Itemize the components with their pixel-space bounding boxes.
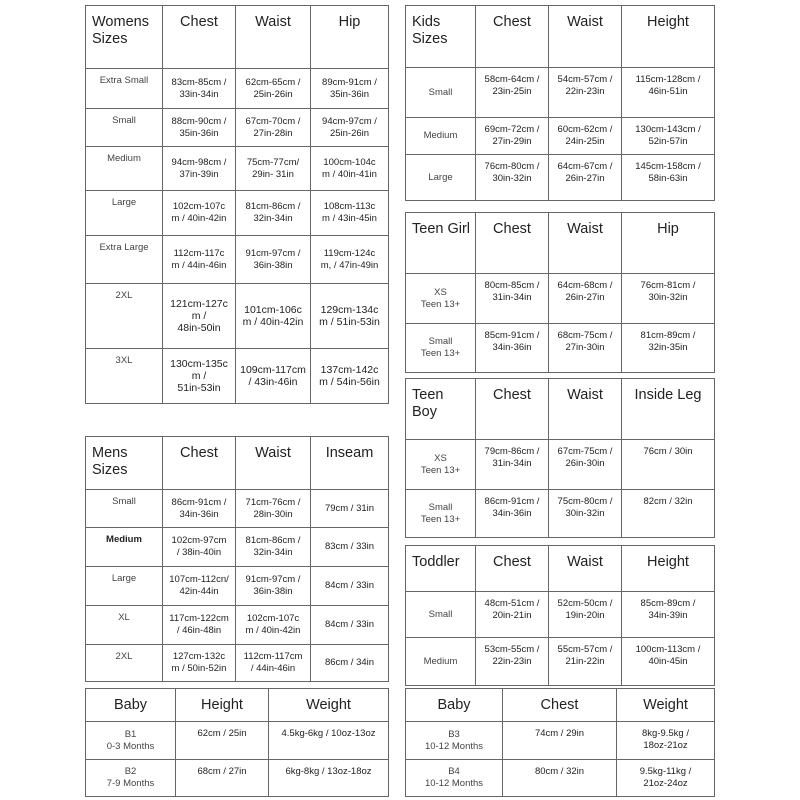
measurement-cell: 4.5kg-6kg / 10oz-13oz bbox=[269, 722, 389, 760]
table-title: Kids Sizes bbox=[406, 6, 476, 68]
measurement-cell: 81cm-86cm / 32in-34in bbox=[236, 191, 311, 236]
size-label: Medium bbox=[86, 147, 163, 191]
measurement-cell: 84cm / 33in bbox=[311, 606, 389, 645]
measurement-cell: 102cm-107c m / 40in-42in bbox=[163, 191, 236, 236]
measurement-cell: 86cm / 34in bbox=[311, 645, 389, 682]
table-row bbox=[406, 760, 715, 797]
column-header: Waist bbox=[549, 379, 622, 440]
measurement-cell: 68cm / 27in bbox=[176, 760, 269, 797]
size-label: 2XL bbox=[86, 645, 163, 682]
column-header: Waist bbox=[549, 213, 622, 274]
table-row bbox=[406, 638, 715, 686]
size-label: B4 10-12 Months bbox=[406, 760, 503, 797]
measurement-cell: 94cm-98cm / 37in-39in bbox=[163, 147, 236, 191]
header-row bbox=[86, 6, 389, 69]
table-row bbox=[86, 147, 389, 191]
measurement-cell: 53cm-55cm / 22in-23in bbox=[476, 638, 549, 686]
measurement-cell: 84cm / 33in bbox=[311, 567, 389, 606]
column-header: Height bbox=[176, 689, 269, 722]
measurement-cell: 129cm-134c m / 51in-53in bbox=[311, 284, 389, 349]
table-row bbox=[86, 109, 389, 147]
column-header: Chest bbox=[476, 379, 549, 440]
size-label: Small bbox=[406, 592, 476, 638]
table-title: Mens Sizes bbox=[86, 437, 163, 490]
table-row bbox=[86, 645, 389, 682]
table-row bbox=[86, 490, 389, 528]
measurement-cell: 112cm-117cm / 44in-46in bbox=[236, 645, 311, 682]
kids-size-table bbox=[405, 5, 715, 201]
size-label: XL bbox=[86, 606, 163, 645]
measurement-cell: 80cm / 32in bbox=[503, 760, 617, 797]
measurement-cell: 48cm-51cm / 20in-21in bbox=[476, 592, 549, 638]
measurement-cell: 102cm-107c m / 40in-42in bbox=[236, 606, 311, 645]
measurement-cell: 6kg-8kg / 13oz-18oz bbox=[269, 760, 389, 797]
table-title: Baby bbox=[86, 689, 176, 722]
column-header: Inside Leg bbox=[622, 379, 715, 440]
column-header: Inseam bbox=[311, 437, 389, 490]
measurement-cell: 67cm-75cm / 26in-30in bbox=[549, 440, 622, 490]
column-header: Chest bbox=[476, 213, 549, 274]
measurement-cell: 79cm / 31in bbox=[311, 490, 389, 528]
size-label: XS Teen 13+ bbox=[406, 274, 476, 324]
measurement-cell: 101cm-106c m / 40in-42in bbox=[236, 284, 311, 349]
column-header: Weight bbox=[617, 689, 715, 722]
measurement-cell: 145cm-158cm / 58in-63in bbox=[622, 155, 715, 201]
header-row bbox=[406, 379, 715, 440]
measurement-cell: 67cm-70cm / 27in-28in bbox=[236, 109, 311, 147]
teen-boy-size-table bbox=[405, 378, 715, 538]
table-row bbox=[86, 236, 389, 284]
size-label: Large bbox=[86, 191, 163, 236]
size-label: B1 0-3 Months bbox=[86, 722, 176, 760]
measurement-cell: 121cm-127c m / 48in-50in bbox=[163, 284, 236, 349]
table-row bbox=[406, 274, 715, 324]
size-label: Small Teen 13+ bbox=[406, 490, 476, 538]
measurement-cell: 137cm-142c m / 54in-56in bbox=[311, 349, 389, 404]
measurement-cell: 86cm-91cm / 34in-36in bbox=[163, 490, 236, 528]
column-header: Height bbox=[622, 6, 715, 68]
table-row bbox=[406, 490, 715, 538]
measurement-cell: 71cm-76cm / 28in-30in bbox=[236, 490, 311, 528]
table-row bbox=[86, 284, 389, 349]
column-header: Waist bbox=[549, 6, 622, 68]
column-header: Hip bbox=[622, 213, 715, 274]
measurement-cell: 83cm-85cm / 33in-34in bbox=[163, 69, 236, 109]
table-row bbox=[86, 760, 389, 797]
measurement-cell: 85cm-89cm / 34in-39in bbox=[622, 592, 715, 638]
column-header: Height bbox=[622, 546, 715, 592]
measurement-cell: 81cm-89cm / 32in-35in bbox=[622, 324, 715, 373]
table-title: Baby bbox=[406, 689, 503, 722]
size-label: 3XL bbox=[86, 349, 163, 404]
header-row bbox=[406, 213, 715, 274]
size-label: Small bbox=[86, 490, 163, 528]
measurement-cell: 115cm-128cm / 46in-51in bbox=[622, 68, 715, 118]
measurement-cell: 100cm-113cm / 40in-45in bbox=[622, 638, 715, 686]
header-row bbox=[406, 689, 715, 722]
size-label: Medium bbox=[406, 118, 476, 155]
column-header: Chest bbox=[476, 546, 549, 592]
measurement-cell: 80cm-85cm / 31in-34in bbox=[476, 274, 549, 324]
table-row bbox=[406, 155, 715, 201]
table-row bbox=[86, 191, 389, 236]
baby-right-size-table bbox=[405, 688, 715, 797]
table-title: Teen Girl bbox=[406, 213, 476, 274]
column-header: Chest bbox=[476, 6, 549, 68]
table-row bbox=[86, 606, 389, 645]
toddler-size-table bbox=[405, 545, 715, 686]
measurement-cell: 85cm-91cm / 34in-36in bbox=[476, 324, 549, 373]
table-row bbox=[406, 440, 715, 490]
measurement-cell: 83cm / 33in bbox=[311, 528, 389, 567]
size-label: B3 10-12 Months bbox=[406, 722, 503, 760]
mens-size-table bbox=[85, 436, 389, 682]
column-header: Waist bbox=[236, 437, 311, 490]
table-row bbox=[406, 722, 715, 760]
measurement-cell: 68cm-75cm / 27in-30in bbox=[549, 324, 622, 373]
baby-left-size-table bbox=[85, 688, 389, 797]
measurement-cell: 81cm-86cm / 32in-34in bbox=[236, 528, 311, 567]
size-label: Large bbox=[86, 567, 163, 606]
column-header: Chest bbox=[163, 6, 236, 69]
size-label: B2 7-9 Months bbox=[86, 760, 176, 797]
womens-size-table bbox=[85, 5, 389, 404]
header-row bbox=[86, 689, 389, 722]
teen-girl-size-table bbox=[405, 212, 715, 373]
header-row bbox=[86, 437, 389, 490]
table-row bbox=[406, 68, 715, 118]
measurement-cell: 100cm-104c m / 40in-41in bbox=[311, 147, 389, 191]
table-row bbox=[86, 349, 389, 404]
measurement-cell: 76cm-80cm / 30in-32in bbox=[476, 155, 549, 201]
size-label: Small bbox=[86, 109, 163, 147]
table-row bbox=[86, 69, 389, 109]
column-header: Weight bbox=[269, 689, 389, 722]
size-label: Medium bbox=[86, 528, 163, 567]
measurement-cell: 91cm-97cm / 36in-38in bbox=[236, 567, 311, 606]
measurement-cell: 108cm-113c m / 43in-45in bbox=[311, 191, 389, 236]
measurement-cell: 89cm-91cm / 35in-36in bbox=[311, 69, 389, 109]
table-row bbox=[406, 324, 715, 373]
measurement-cell: 75cm-80cm / 30in-32in bbox=[549, 490, 622, 538]
measurement-cell: 54cm-57cm / 22in-23in bbox=[549, 68, 622, 118]
measurement-cell: 76cm-81cm / 30in-32in bbox=[622, 274, 715, 324]
measurement-cell: 130cm-135c m / 51in-53in bbox=[163, 349, 236, 404]
size-label: Extra Large bbox=[86, 236, 163, 284]
size-label: Small bbox=[406, 68, 476, 118]
table-row bbox=[86, 528, 389, 567]
measurement-cell: 127cm-132c m / 50in-52in bbox=[163, 645, 236, 682]
measurement-cell: 9.5kg-11kg / 21oz-24oz bbox=[617, 760, 715, 797]
measurement-cell: 76cm / 30in bbox=[622, 440, 715, 490]
column-header: Waist bbox=[549, 546, 622, 592]
table-title: Womens Sizes bbox=[86, 6, 163, 69]
size-label: Medium bbox=[406, 638, 476, 686]
table-row bbox=[86, 567, 389, 606]
size-label: 2XL bbox=[86, 284, 163, 349]
table-title: Teen Boy bbox=[406, 379, 476, 440]
measurement-cell: 64cm-67cm / 26in-27in bbox=[549, 155, 622, 201]
measurement-cell: 55cm-57cm / 21in-22in bbox=[549, 638, 622, 686]
column-header: Hip bbox=[311, 6, 389, 69]
measurement-cell: 62cm-65cm / 25in-26in bbox=[236, 69, 311, 109]
measurement-cell: 102cm-97cm / 38in-40in bbox=[163, 528, 236, 567]
measurement-cell: 82cm / 32in bbox=[622, 490, 715, 538]
measurement-cell: 58cm-64cm / 23in-25in bbox=[476, 68, 549, 118]
measurement-cell: 117cm-122cm / 46in-48in bbox=[163, 606, 236, 645]
measurement-cell: 69cm-72cm / 27in-29in bbox=[476, 118, 549, 155]
size-label: XS Teen 13+ bbox=[406, 440, 476, 490]
measurement-cell: 75cm-77cm/ 29in- 31in bbox=[236, 147, 311, 191]
column-header: Chest bbox=[163, 437, 236, 490]
measurement-cell: 88cm-90cm / 35in-36in bbox=[163, 109, 236, 147]
measurement-cell: 91cm-97cm / 36in-38in bbox=[236, 236, 311, 284]
measurement-cell: 130cm-143cm / 52in-57in bbox=[622, 118, 715, 155]
measurement-cell: 112cm-117c m / 44in-46in bbox=[163, 236, 236, 284]
measurement-cell: 107cm-112cn/ 42in-44in bbox=[163, 567, 236, 606]
column-header: Chest bbox=[503, 689, 617, 722]
measurement-cell: 52cm-50cm / 19in-20in bbox=[549, 592, 622, 638]
measurement-cell: 119cm-124c m, / 47in-49in bbox=[311, 236, 389, 284]
measurement-cell: 86cm-91cm / 34in-36in bbox=[476, 490, 549, 538]
measurement-cell: 8kg-9.5kg / 18oz-21oz bbox=[617, 722, 715, 760]
table-row bbox=[86, 722, 389, 760]
measurement-cell: 74cm / 29in bbox=[503, 722, 617, 760]
size-label: Small Teen 13+ bbox=[406, 324, 476, 373]
size-label: Extra Small bbox=[86, 69, 163, 109]
size-label: Large bbox=[406, 155, 476, 201]
table-title: Toddler bbox=[406, 546, 476, 592]
measurement-cell: 79cm-86cm / 31in-34in bbox=[476, 440, 549, 490]
measurement-cell: 94cm-97cm / 25in-26in bbox=[311, 109, 389, 147]
header-row bbox=[406, 546, 715, 592]
header-row bbox=[406, 6, 715, 68]
measurement-cell: 60cm-62cm / 24in-25in bbox=[549, 118, 622, 155]
table-row bbox=[406, 592, 715, 638]
column-header: Waist bbox=[236, 6, 311, 69]
measurement-cell: 62cm / 25in bbox=[176, 722, 269, 760]
measurement-cell: 64cm-68cm / 26in-27in bbox=[549, 274, 622, 324]
table-row bbox=[406, 118, 715, 155]
measurement-cell: 109cm-117cm / 43in-46in bbox=[236, 349, 311, 404]
